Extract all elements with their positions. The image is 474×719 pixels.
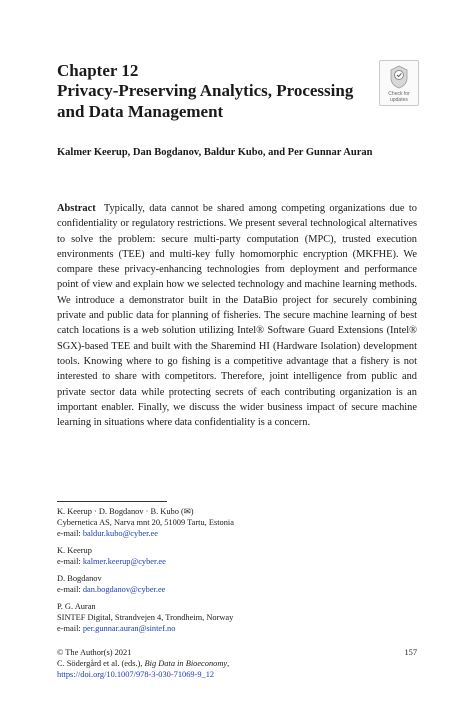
check-for-updates-badge[interactable] — [379, 60, 419, 106]
email-label: e-mail: — [57, 557, 83, 566]
footnote-rule — [57, 501, 167, 502]
abstract-text: Typically, data cannot be shared among competing organizations due to confidentiality or regulatory restrictions. We present several technological alternatives to solve the problem: secure multi-party computation (MPC), trusted execution environments (TEE) and multi-key fully homomorphic encryption (MKFHE). We compare these privacy-enhancing technologies from deployment and performance point of view and explain how we selected technology and machine learning methods. We introduce a demonstrator built in the DataBio project for securely combining private and public data for planning of fisheries. The secure machine learning of best catch locations is a web solution utilizing Intel® Software Guard Extensions (Intel® SGX)-based TEE and built with the Sharemind HI (Hardware Isolation) development tools. Knowing where to go fishing is a competitive advantage that a fishery is not interested to share with competitors. Therefore, joint intelligence from public and private sector data while protecting secrets of each contributing organization is an important enabler. Finally, we discuss the wider business impact of secure machine learning in situations where data confidentiality is a concern. — [57, 203, 417, 429]
abstract — [57, 201, 417, 430]
footnote-affiliation: Cybernetica AS, Narva mnt 20, 51009 Tartu, Estonia — [57, 518, 234, 527]
author-list: Kalmer Keerup, Dan Bogdanov, Baldur Kubo, and Per Gunnar Auran — [57, 147, 373, 158]
doi-link[interactable]: https://doi.org/10.1007/978-3-030-71069-9_12 — [57, 670, 215, 679]
email-label: e-mail: — [57, 585, 83, 594]
chapter-label: Chapter 12 — [57, 61, 139, 80]
email-label: e-mail: — [57, 624, 83, 633]
badge-line-1: Check for — [388, 91, 410, 97]
citation — [57, 659, 229, 670]
check-for-updates-icon — [389, 65, 409, 89]
footnote-name: K. Keerup — [57, 546, 92, 555]
copyright: © The Author(s) 2021 — [57, 648, 132, 657]
footnote-email-line — [57, 529, 158, 540]
footnote-email-line — [57, 624, 175, 635]
email-link[interactable]: per.gunnar.auran@sintef.no — [82, 624, 176, 633]
footnote-email-line — [57, 585, 165, 596]
citation-suffix: , — [227, 659, 230, 668]
page-number: 157 — [404, 648, 417, 657]
citation-prefix: C. Södergård et al. (eds.), — [57, 659, 145, 668]
footnote-affiliation: SINTEF Digital, Strandvejen 4, Trondheim, Norway — [57, 613, 234, 622]
email-link[interactable]: dan.bogdanov@cyber.ee — [82, 585, 166, 594]
footnote-name: P. G. Auran — [57, 602, 96, 611]
abstract-heading: Abstract — [57, 203, 96, 214]
book-title: Big Data in Bioeconomy — [144, 659, 228, 668]
badge-line-2: updates — [390, 97, 408, 103]
email-label: e-mail: — [57, 529, 83, 538]
footnote-authors: K. Keerup · D. Bogdanov · B. Kubo (✉) — [57, 507, 194, 516]
chapter-title: Privacy-Preserving Analytics, Processing and Data Management — [57, 81, 354, 121]
email-link[interactable]: baldur.kubo@cyber.ee — [82, 529, 158, 538]
footnote-name: D. Bogdanov — [57, 574, 102, 583]
email-link[interactable]: kalmer.keerup@cyber.ee — [82, 557, 166, 566]
footnote-email-line — [57, 557, 166, 568]
